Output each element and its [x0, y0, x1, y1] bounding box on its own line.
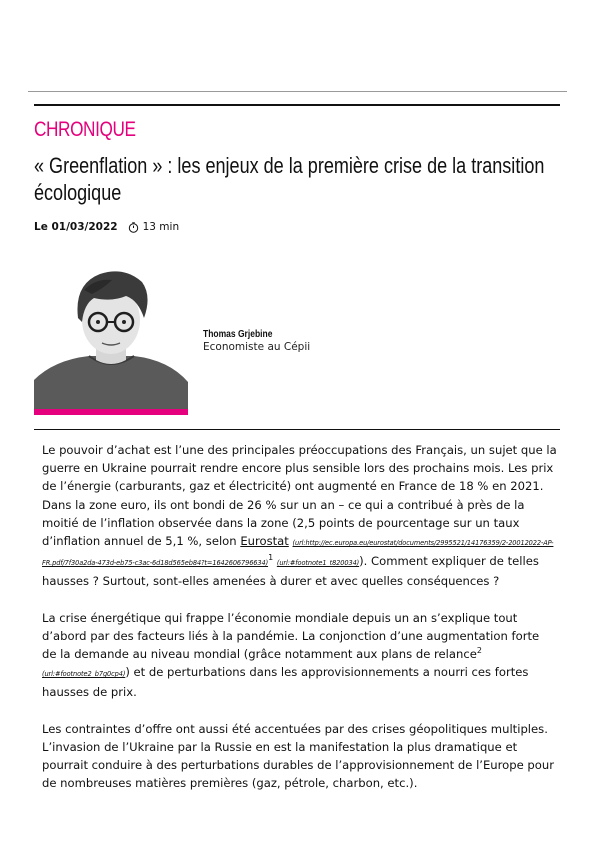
paragraph-2: [42, 609, 557, 702]
footnote-1-url[interactable]: (url:#footnote1_t820034): [276, 559, 360, 568]
eurostat-link[interactable]: Eurostat: [240, 534, 289, 549]
author-block: [203, 329, 310, 353]
page-top-rule: [28, 91, 567, 92]
author-portrait: [34, 260, 188, 415]
reading-time: 13 min: [142, 221, 180, 233]
footnote-2-url[interactable]: (url:#footnote2_b7g0cp4): [42, 670, 126, 679]
stopwatch-icon: [128, 222, 139, 233]
publication-date: Le 01/03/2022: [34, 221, 118, 233]
header-rule: [34, 104, 560, 106]
paragraph-3: Les contraintes d’offre ont aussi été accentuées par des crises géopolitiques multiples. L’invasion de l’Ukraine par la Russie en est la manifestation la plus dramatique et pourrait conduire à des perturbations durables de l’approvisionnement de l’Europe pour de nombreuses matières premières (gaz, pétrole, charbon, etc.).: [42, 721, 554, 791]
paragraph-2-text: La crise énergétique qui frappe l’économie mondiale depuis un an s’explique tout d’abord par des facteurs liés à la pandémie. La conjonction d’une augmentation forte de la demande au niveau mondial (grâce notamment aux plans de relance: [42, 610, 540, 662]
paragraph-1: [42, 441, 557, 591]
author-name: Thomas Grjebine: [203, 329, 273, 340]
category-kicker: CHRONIQUE: [34, 118, 136, 141]
eurostat-url[interactable]: (url:http://ec.europa.eu/eurostat/documents/2995521/14176359/2-20012022-AP-FR.pdf/7f30a2da-473d-eb75-c3ac-6d18d565eb84?t=1642606796634): [42, 539, 554, 568]
section-rule: [34, 429, 560, 430]
footnote-1-marker[interactable]: 1: [268, 553, 274, 563]
article-title: « Greenflation » : les enjeux de la première crise de la transition écologique: [34, 153, 545, 205]
paragraph-1-text: Le pouvoir d’achat est l’une des principales préoccupations des Français, un sujet que la guerre en Ukraine pourrait rendre encore plus sensible lors des prochains mois. Les prix de l’énergie (carburants, gaz et électricité) ont augmenté en France de 18 % en 2021. Dans la zone euro, ils ont bondi de 26 % sur un an – ce qui a contribué à près de la moitié de l’inflation observée dans la zone (2,5 points de pourcentage sur un taux d’inflation annuel de 5,1 %, selon: [42, 443, 557, 549]
paragraph-2-text-end: ) et de perturbations dans les approvisionnements a nourri ces fortes hausses de prix.: [42, 665, 529, 700]
footnote-2-marker[interactable]: 2: [476, 646, 482, 656]
paragraph-1-text-end: ). Comment expliquer de telles hausses ? Surtout, sont-elles amenées à durer et avec quelles conséquences ?: [42, 554, 539, 589]
author-role: Economiste au Cépii: [203, 341, 311, 353]
article-body: [42, 441, 557, 810]
article-meta: [34, 221, 179, 233]
